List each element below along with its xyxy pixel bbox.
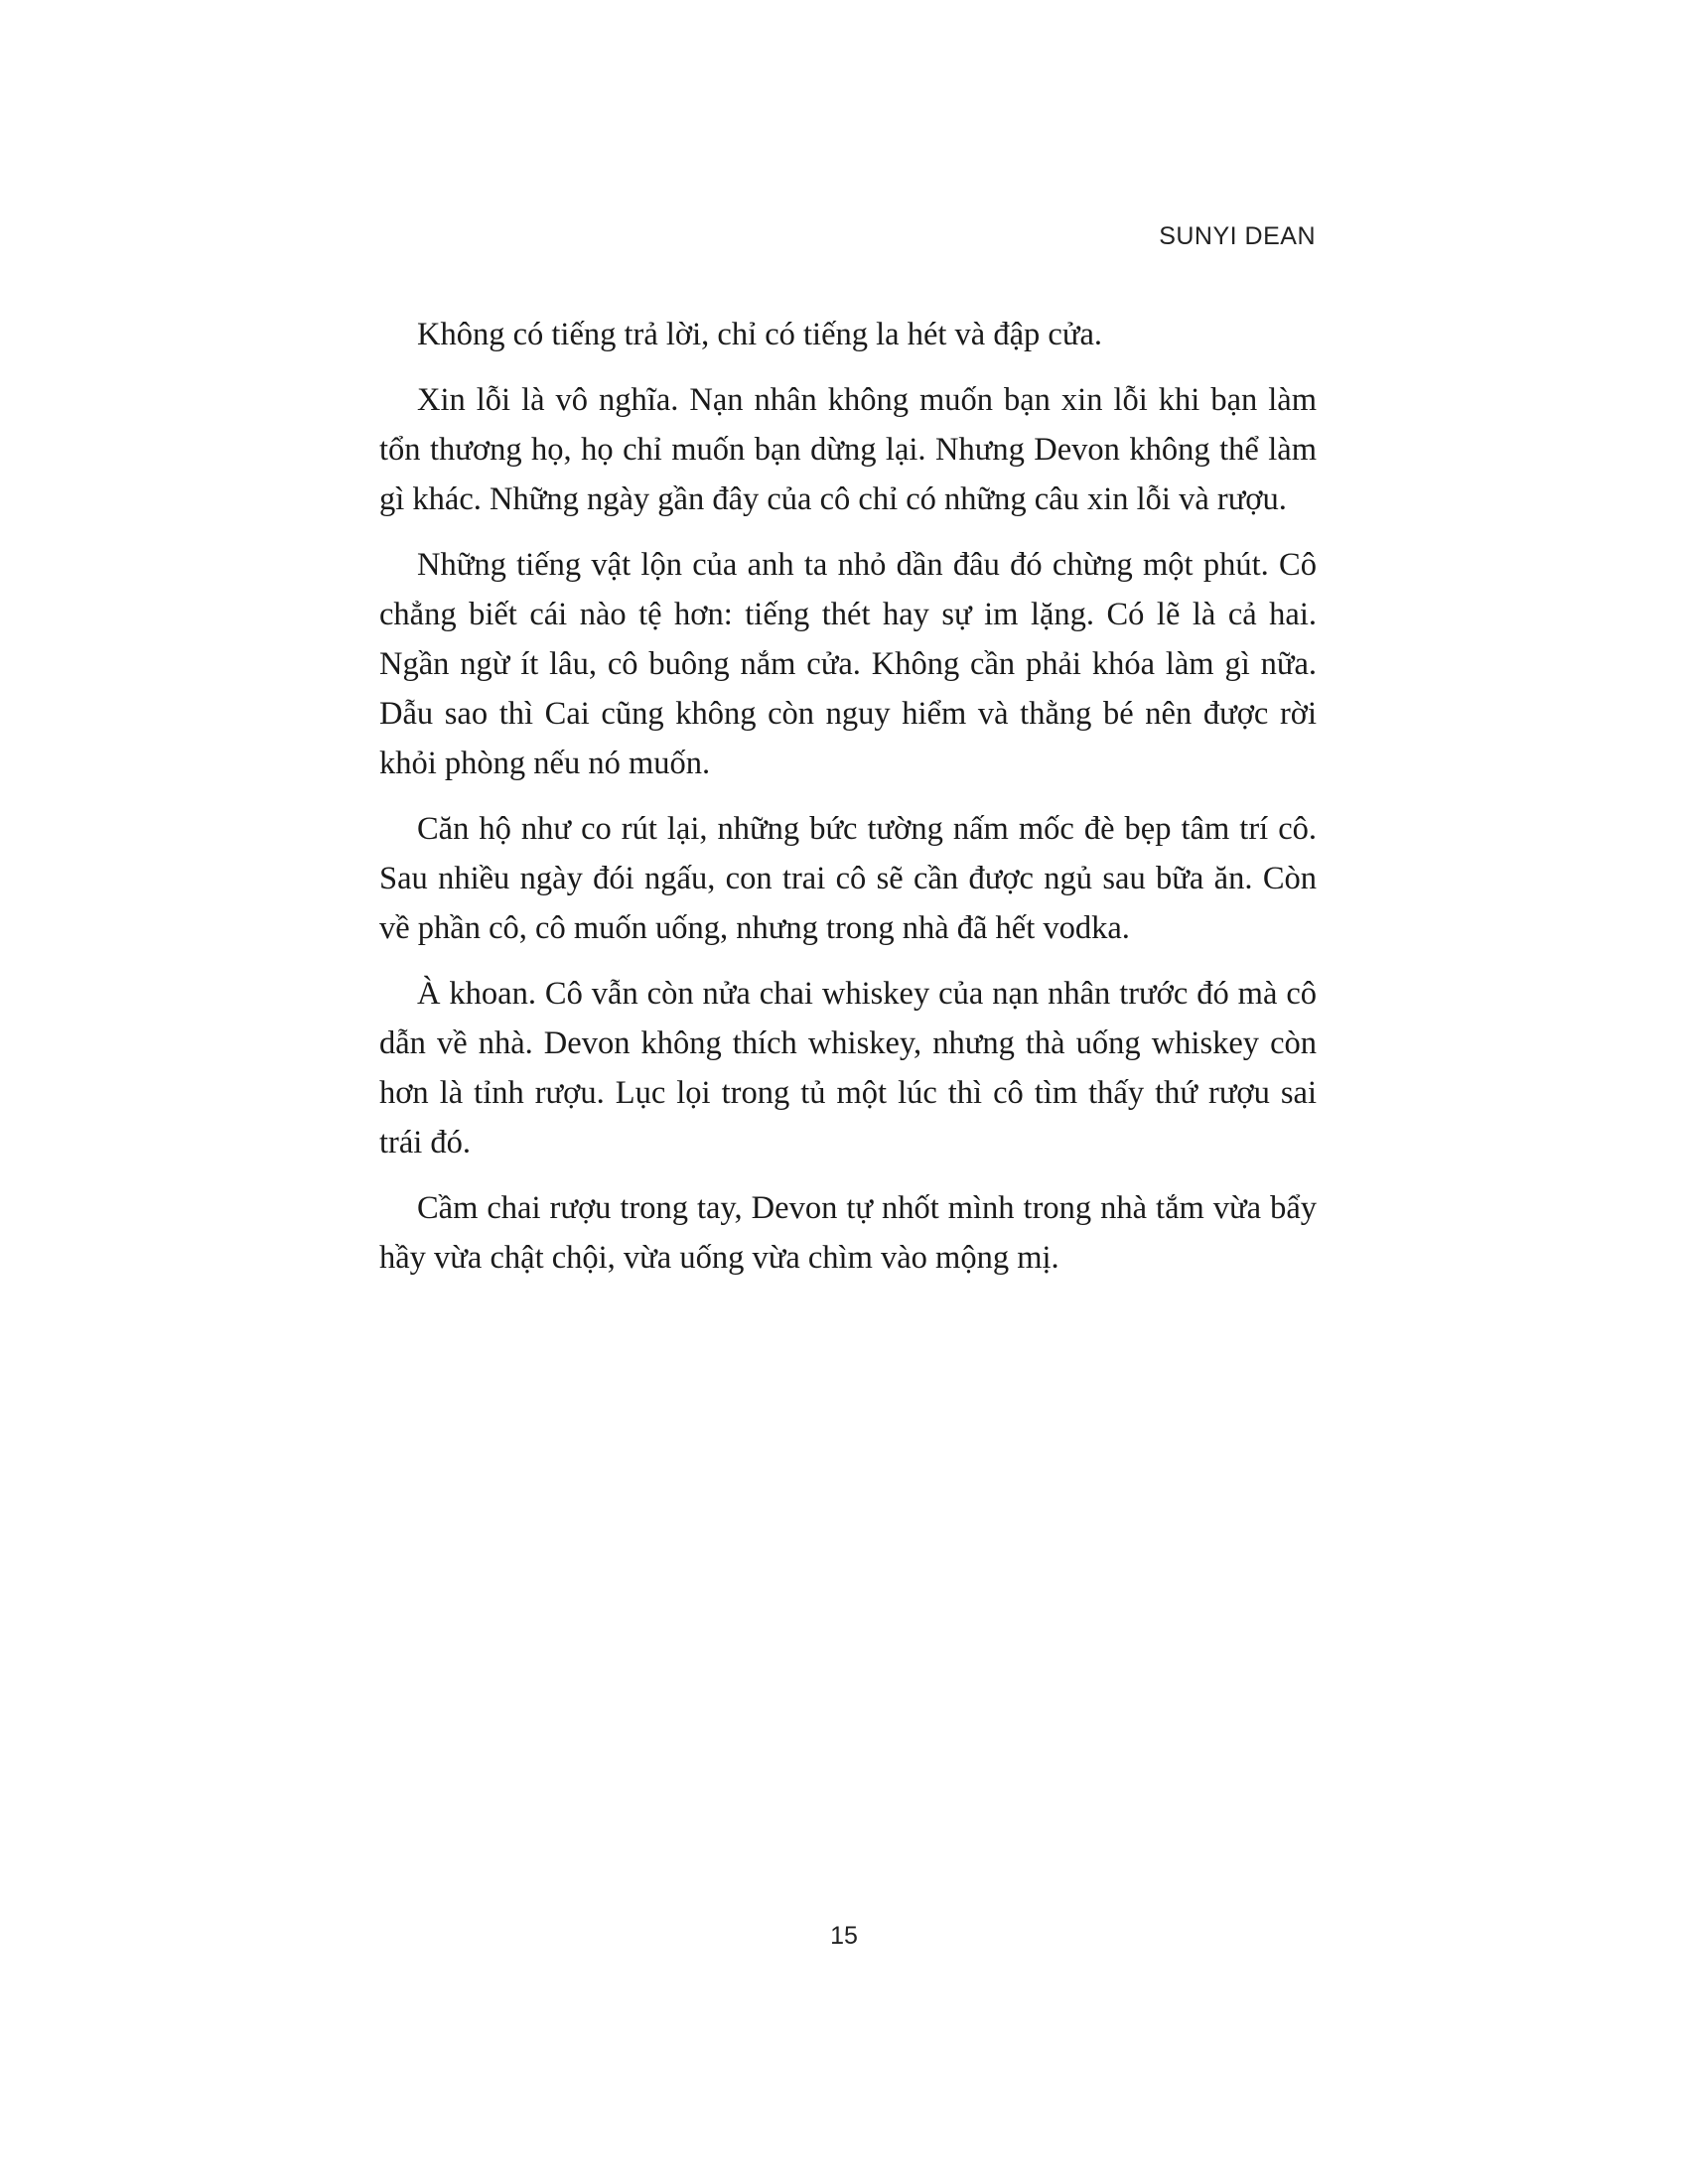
paragraph-5: À khoan. Cô vẫn còn nửa chai whiskey của nạn nhân trước đó mà cô dẫn về nhà. Devon không thích whiskey, nhưng thà uống whiskey còn hơn là tỉnh rượu. Lục lọi trong tủ một lúc thì cô tìm thấy thứ rượu sai trái đó.	[379, 976, 1317, 1160]
running-header-author: SUNYI DEAN	[1159, 222, 1316, 250]
paragraph-1: Không có tiếng trả lời, chỉ có tiếng la hét và đập cửa.	[417, 317, 1102, 352]
paragraph-3: Những tiếng vật lộn của anh ta nhỏ dần đâu đó chừng một phút. Cô chẳng biết cái nào tệ hơn: tiếng thét hay sự im lặng. Có lẽ là cả hai. Ngần ngừ ít lâu, cô buông nắm cửa. Không cần phải khóa làm gì nữa. Dẫu sao thì Cai cũng không còn nguy hiểm và thằng bé nên được rời khỏi phòng nếu nó muốn.	[379, 547, 1317, 781]
page-body-text	[379, 310, 1317, 1298]
paragraph-4: Căn hộ như co rút lại, những bức tường nấm mốc đè bẹp tâm trí cô. Sau nhiều ngày đói ngấu, con trai cô sẽ cần được ngủ sau bữa ăn. Còn về phần cô, cô muốn uống, nhưng trong nhà đã hết vodka.	[379, 811, 1317, 946]
paragraph-6: Cầm chai rượu trong tay, Devon tự nhốt mình trong nhà tắm vừa bẩy hầy vừa chật chội, vừa uống vừa chìm vào mộng mị.	[379, 1190, 1317, 1276]
paragraph-2: Xin lỗi là vô nghĩa. Nạn nhân không muốn bạn xin lỗi khi bạn làm tổn thương họ, họ chỉ muốn bạn dừng lại. Nhưng Devon không thể làm gì khác. Những ngày gần đây của cô chỉ có những câu xin lỗi và rượu.	[379, 382, 1317, 517]
page-number: 15	[830, 1922, 858, 1950]
